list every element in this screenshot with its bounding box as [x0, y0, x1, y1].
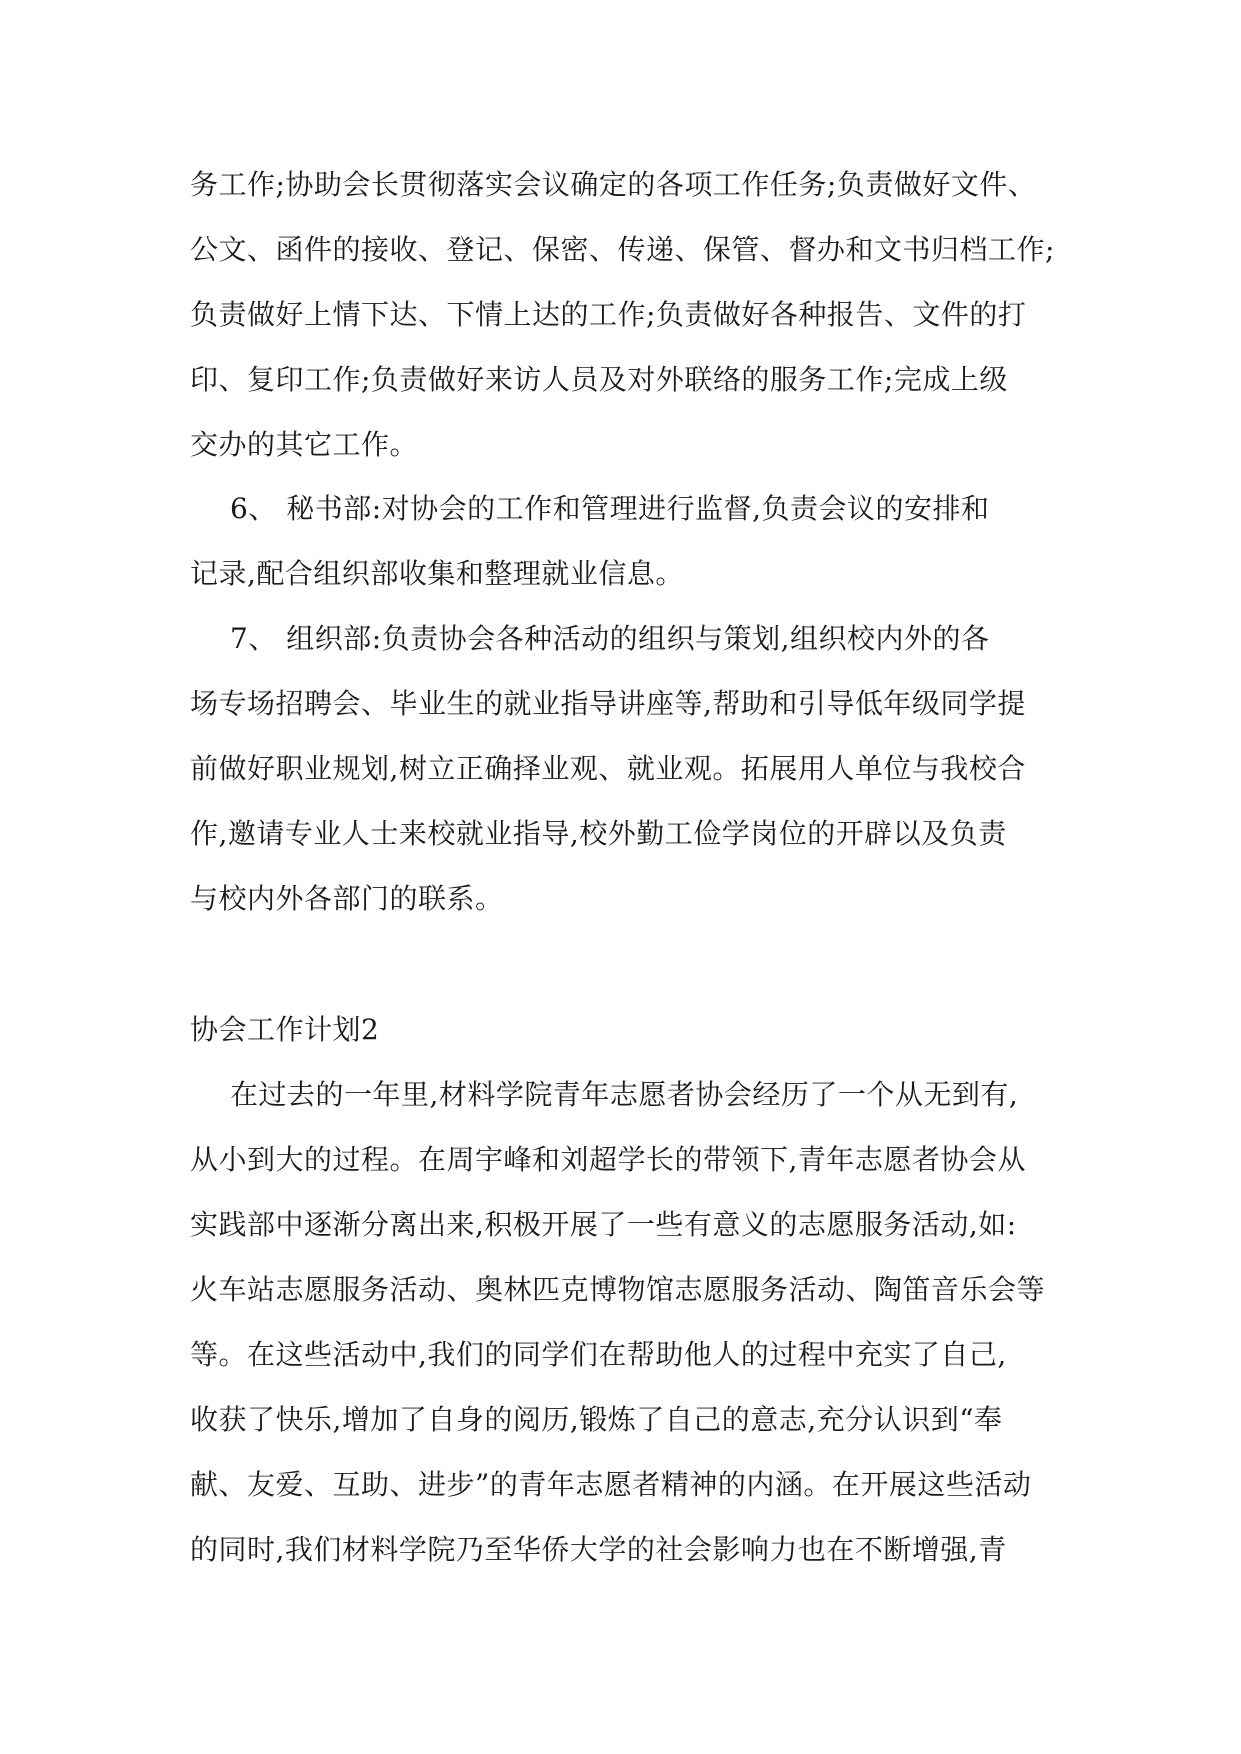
section-heading — [190, 997, 1052, 1062]
paragraph-line: 记录,配合组织部收集和整理就业信息。 — [190, 557, 684, 590]
paragraph-line: 收获了快乐,增加了自身的阅历,锻炼了自己的意志,充分认识到“奉 — [190, 1403, 1003, 1436]
paragraph-line: 等。在这些活动中,我们的同学们在帮助他人的过程中充实了自己, — [190, 1338, 1007, 1371]
intro-paragraph — [190, 1062, 1052, 1582]
paragraph-line: 实践部中逐渐分离出来,积极开展了一些有意义的志愿服务活动,如: — [190, 1208, 1017, 1241]
paragraph-line: 献、友爱、互助、进步”的青年志愿者精神的内涵。在开展这些活动 — [190, 1468, 1032, 1501]
paragraph-line: 6、 秘书部:对协会的工作和管理进行监督,负责会议的安排和 — [230, 492, 990, 525]
continued-paragraph — [190, 152, 1055, 477]
paragraph-line: 印、复印工作;负责做好来访人员及对外联络的服务工作;完成上级 — [190, 363, 1008, 396]
item-7-paragraph — [190, 606, 1052, 931]
paragraph-line: 场专场招聘会、毕业生的就业指导讲座等,帮助和引导低年级同学提 — [190, 687, 1026, 720]
paragraph-line: 务工作;协助会长贯彻落实会议确定的各项工作任务;负责做好文件、 — [190, 168, 1037, 201]
paragraph-line: 前做好职业规划,树立正确择业观、就业观。拓展用人单位与我校合 — [190, 752, 1026, 785]
paragraph-line: 从小到大的过程。在周宇峰和刘超学长的带领下,青年志愿者协会从 — [190, 1143, 1026, 1176]
paragraph-line: 的同时,我们材料学院乃至华侨大学的社会影响力也在不断增强,青 — [190, 1533, 1007, 1566]
paragraph-line: 交办的其它工作。 — [190, 428, 419, 461]
paragraph-line: 火车站志愿服务活动、奥林匹克博物馆志愿服务活动、陶笛音乐会等 — [190, 1273, 1046, 1306]
paragraph-line: 在过去的一年里,材料学院青年志愿者协会经历了一个从无到有, — [230, 1078, 1019, 1111]
paragraph-line: 与校内外各部门的联系。 — [190, 882, 504, 915]
paragraph-line: 公文、函件的接收、登记、保密、传递、保管、督办和文书归档工作; — [190, 233, 1055, 266]
paragraph-line: 负责做好上情下达、下情上达的工作;负责做好各种报告、文件的打 — [190, 298, 1027, 331]
paragraph-line: 7、 组织部:负责协会各种活动的组织与策划,组织校内外的各 — [230, 622, 990, 655]
item-6-paragraph — [190, 476, 1052, 606]
paragraph-line: 作,邀请专业人士来校就业指导,校外勤工俭学岗位的开辟以及负责 — [190, 817, 1007, 850]
section-heading-text: 协会工作计划2 — [190, 1013, 380, 1046]
